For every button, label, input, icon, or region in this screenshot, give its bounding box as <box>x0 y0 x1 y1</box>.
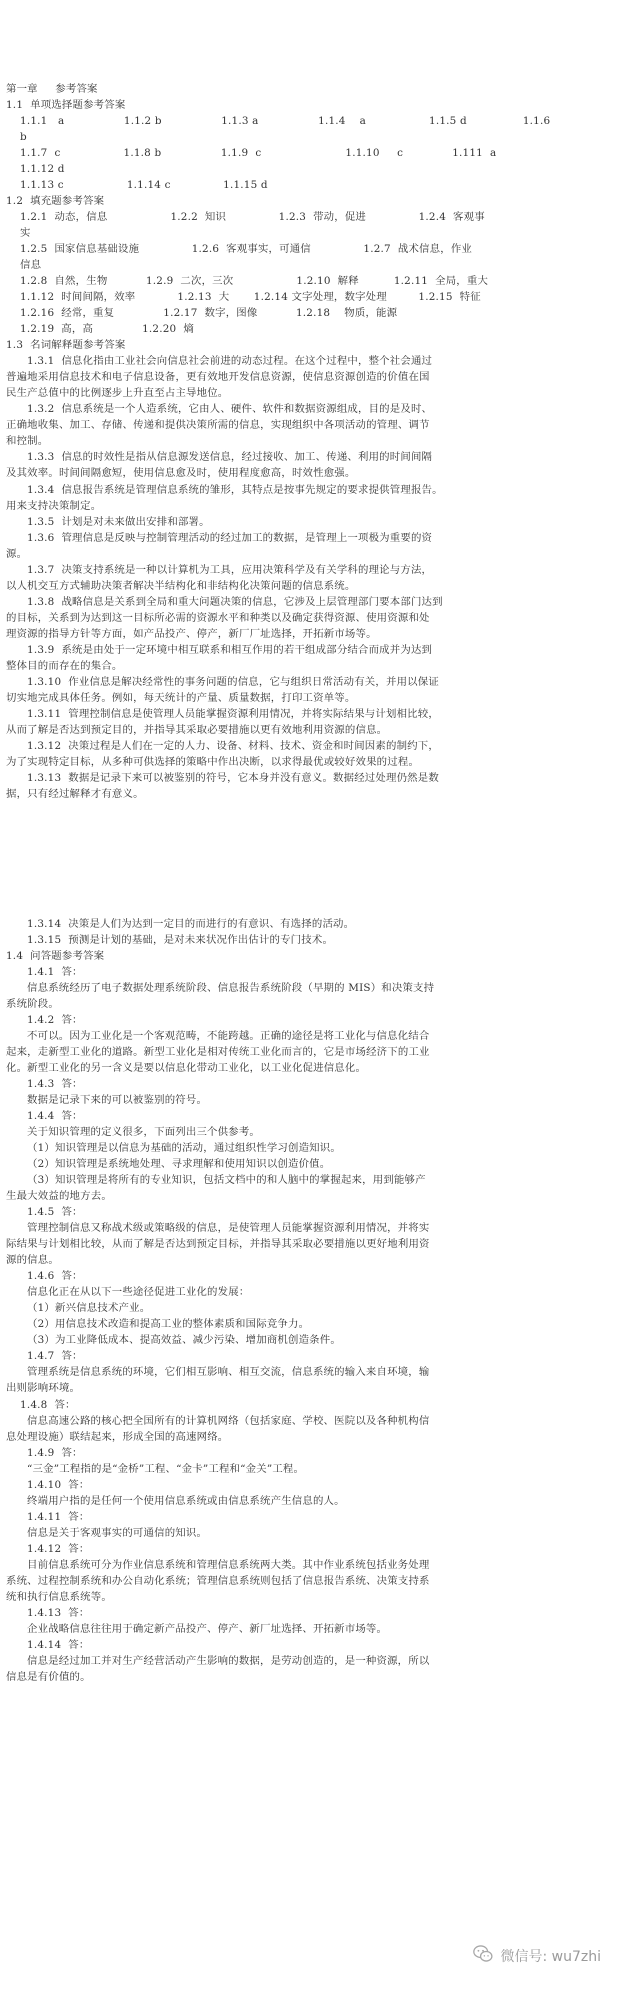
text-line: 1.2.8 自然，生物 1.2.9 二次，三次 1.2.10 解释 1.2.11 全局，重大 <box>6 275 489 287</box>
text-line: 出则影响环境。 <box>6 1382 81 1394</box>
text-line: 1.1 单项选择题参考答案 <box>6 99 126 111</box>
text-line: 信息化正在从以下一些途径促进工业化的发展： <box>6 1286 250 1298</box>
text-line: 系统、过程控制系统和办公自动化系统；管理信息系统则包括了信息报告系统、决策支持系 <box>6 1575 430 1587</box>
text-line: 民生产总值中的比例逐步上升直至占主导地位。 <box>6 387 229 399</box>
text-line: 1.3.2 信息系统是一个人造系统，它由人、硬件、软件和数据资源组成，目的是及时、 <box>6 403 433 415</box>
text-line: 1.3.14 决策是人们为达到一定目的而进行的有意识、有选择的活动。 <box>6 918 355 930</box>
text-line: 1.4.8 答： <box>6 1399 76 1411</box>
text-line: 关于知识管理的定义很多，下面列出三个供参考。 <box>6 1126 261 1138</box>
text-line: 1.3.12 决策过程是人们在一定的人力、设备、材料、技术、资金和时间因素的制约下， <box>6 740 439 752</box>
text-line: 1.2.5 国家信息基础设施 1.2.6 客观事实，可通信 1.2.7 战术信息，作业 <box>6 243 473 255</box>
text-line: 为了实现特定目标，从多种可供选择的策略中作出决断，以求得最优或较好效果的过程。 <box>6 756 420 768</box>
text-line: 统和执行信息系统等。 <box>6 1591 112 1603</box>
text-line: 1.3.1 信息化指由工业社会向信息社会前进的动态过程。在这个过程中，整个社会通过 <box>6 355 433 367</box>
text-line: 1.4.4 答： <box>6 1110 83 1122</box>
text-line: 管理控制信息又称战术级或策略级的信息，是使管理人员能掌握资源利用情况，并将实 <box>6 1222 430 1234</box>
text-line: 第一章 参考答案 <box>6 83 98 95</box>
text-line: 切实地完成具体任务。例如，每天统计的产量、质量数据，打印工资单等。 <box>6 692 356 704</box>
text-line: 及其效率。时间间隔愈短，使用信息愈及时，使用程度愈高，时效性愈强。 <box>6 467 356 479</box>
text-line: 终端用户指的是任何一个使用信息系统或由信息系统产生信息的人。 <box>6 1495 345 1507</box>
text-line: 实 <box>6 227 31 239</box>
text-line: 管理系统是信息系统的环境，它们相互影响、相互交流，信息系统的输入来自环境，输 <box>6 1366 430 1378</box>
text-line: 企业战略信息往往用于确定新产品投产、停产、新厂址选择、开拓新市场等。 <box>6 1623 388 1635</box>
text-line: 和控制。 <box>6 435 49 447</box>
text-line: 化。新型工业化的另一含义是要以信息化带动工业化，以工业化促进信息化。 <box>6 1062 367 1074</box>
text-line: 1.4.3 答： <box>6 1078 83 1090</box>
text-line: 1.3 名词解释题参考答案 <box>6 339 126 351</box>
text-line: 1.4.7 答： <box>6 1350 83 1362</box>
text-line: 1.3.11 管理控制信息是使管理人员能掌握资源利用情况，并将实际结果与计划相比较， <box>6 708 439 720</box>
text-line: 1.4.11 答： <box>6 1511 90 1523</box>
text-line: 1.2.1 动态，信息 1.2.2 知识 1.2.3 带动，促进 1.2.4 客观事 <box>6 211 485 223</box>
text-line: 1.3.10 作业信息是解决经常性的事务问题的信息，它与组织日常活动有关，并用以保证 <box>6 676 439 688</box>
text-line: 不可以。因为工业化是一个客观范畴，不能跨越。正确的途径是将工业化与信息化结合 <box>6 1030 430 1042</box>
text-line: 生最大效益的地方去。 <box>6 1190 112 1202</box>
text-line: 信息是经过加工并对生产经营活动产生影响的数据，是劳动创造的，是一种资源，所以 <box>6 1655 430 1667</box>
text-line: 1.3.8 战略信息是关系到全局和重大问题决策的信息，它涉及上层管理部门要本部门达到 <box>6 596 443 608</box>
text-line: 源的信息。 <box>6 1254 59 1266</box>
text-line: 1.1.13 c 1.1.14 c 1.1.15 d <box>6 179 268 191</box>
text-line: 1.4.12 答： <box>6 1543 90 1555</box>
text-line: 信息高速公路的核心把全国所有的计算机网络（包括家庭、学校、医院以及各种机构信 <box>6 1415 430 1427</box>
text-line: 际结果与计划相比较，从而了解是否达到预定目标，并指导其采取必要措施以更好地利用资 <box>6 1238 430 1250</box>
text-line: 1.3.4 信息报告系统是管理信息系统的雏形，其特点是按事先规定的要求提供管理报告。 <box>6 484 443 496</box>
text-line: 信息系统经历了电子数据处理系统阶段、信息报告系统阶段（早期的 MIS）和决策支持 <box>6 982 435 994</box>
text-line: 息处理设施）联结起来，形成全国的高速网络。 <box>6 1431 229 1443</box>
text-line: 1.2.16 经常，重复 1.2.17 数字，图像 1.2.18 物质，能源 <box>6 307 398 319</box>
text-line: b <box>6 131 27 143</box>
text-line: 1.4.5 答： <box>6 1206 83 1218</box>
text-line: 1.3.13 数据是记录下来可以被鉴别的符号，它本身并没有意义。数据经过处理仍然是数 <box>6 772 439 784</box>
text-line: 1.3.5 计划是对未来做出安排和部署。 <box>6 516 210 528</box>
text-line: 1.4.13 答： <box>6 1607 90 1619</box>
text-line: 据，只有经过解释才有意义。 <box>6 788 144 800</box>
text-line: （2）用信息技术改造和提高工业的整体素质和国际竞争力。 <box>6 1318 310 1330</box>
text-line: 系统阶段。 <box>6 998 59 1010</box>
text-line: 1.4.10 答： <box>6 1479 90 1491</box>
text-line: 用来支持决策制定。 <box>6 500 102 512</box>
text-line: 1.4.1 答： <box>6 966 83 978</box>
text-line: 信息是有价值的。 <box>6 1671 91 1683</box>
text-line: 整体目的而存在的集合。 <box>6 660 123 672</box>
text-line: 理资源的指导方针等方面，如产品投产、停产，新厂厂址选择，开拓新市场等。 <box>6 628 377 640</box>
text-line: 以人机交互方式辅助决策者解决半结构化和非结构化决策问题的信息系统。 <box>6 580 356 592</box>
text-line: 正确地收集、加工、存储、传递和提供决策所需的信息，实现组织中各项活动的管理、调节 <box>6 419 430 431</box>
watermark-text: 微信号: wu7zhi <box>500 1949 601 1965</box>
text-line: 1.1.7 c 1.1.8 b 1.1.9 c 1.1.10 c 1.111 a <box>6 147 497 159</box>
text-line: “三金”工程指的是“金桥”工程、“金卡”工程和“金关”工程。 <box>6 1463 305 1475</box>
text-line: （3）为工业降低成本、提高效益、减少污染、增加商机创造条件。 <box>6 1334 341 1346</box>
text-line: 1.3.9 系统是由处于一定环境中相互联系和相互作用的若干组成部分结合而成并为达到 <box>6 644 433 656</box>
text-line: 1.1.12 d <box>6 163 65 175</box>
text-line: 1.3.6 管理信息是反映与控制管理活动的经过加工的数据，是管理上一项极为重要的资 <box>6 532 433 544</box>
text-line: 1.1.12 时间间隔，效率 1.2.13 大 1.2.14 文字处理，数字处理 1.2.15 特征 <box>6 291 481 303</box>
text-line: 信息 <box>6 259 42 271</box>
text-line: （1）知识管理是以信息为基础的活动，通过组织性学习创造知识。 <box>6 1142 341 1154</box>
text-line: 1.2 填充题参考答案 <box>6 195 105 207</box>
text-line: 1.4.6 答： <box>6 1270 83 1282</box>
text-line: （2）知识管理是系统地处理、寻求理解和使用知识以创造价值。 <box>6 1158 331 1170</box>
wechat-icon <box>472 1943 494 1969</box>
text-line: 目前信息系统可分为作业信息系统和管理信息系统两大类。其中作业系统包括业务处理 <box>6 1559 430 1571</box>
wechat-watermark <box>472 1944 601 1968</box>
text-line: 1.3.3 信息的时效性是指从信息源发送信息，经过接收、加工、传递、利用的时间间隔 <box>6 451 433 463</box>
text-line: 1.4.2 答： <box>6 1014 83 1026</box>
text-line: 1.1.1 a 1.1.2 b 1.1.3 a 1.1.4 a 1.1.5 d 1.1.6 <box>6 115 551 127</box>
text-line: 1.3.7 决策支持系统是一种以计算机为工具，应用决策科学及有关学科的理论与方法， <box>6 564 433 576</box>
text-line: （3）知识管理是将所有的专业知识，包括文档中的和人脑中的掌握起来，用到能够产 <box>6 1174 426 1186</box>
text-line: 的目标，关系到为达到这一目标所必需的资源水平和种类以及确定获得资源、使用资源和处 <box>6 612 430 624</box>
text-line: 1.4.14 答： <box>6 1639 90 1651</box>
text-line: 信息是关于客观事实的可通信的知识。 <box>6 1527 208 1539</box>
text-line: 普遍地采用信息技术和电子信息设备，更有效地开发信息资源，使信息资源创造的价值在国 <box>6 371 430 383</box>
text-line: 1.4.9 答： <box>6 1447 83 1459</box>
text-line: （1）新兴信息技术产业。 <box>6 1302 151 1314</box>
text-line: 数据是记录下来的可以被鉴别的符号。 <box>6 1094 208 1106</box>
text-line: 源。 <box>6 548 28 560</box>
text-line: 1.2.19 高，高 1.2.20 熵 <box>6 323 194 335</box>
text-line: 1.4 问答题参考答案 <box>6 950 105 962</box>
text-line: 1.3.15 预测是计划的基础，是对未来状况作出估计的专门技术。 <box>6 934 334 946</box>
text-line: 从而了解是否达到预定目的，并指导其采取必要措施以更有效地利用资源的信息。 <box>6 724 388 736</box>
text-line: 起来，走新型工业化的道路。新型工业化是相对传统工业化而言的，它是市场经济下的工业 <box>6 1046 430 1058</box>
